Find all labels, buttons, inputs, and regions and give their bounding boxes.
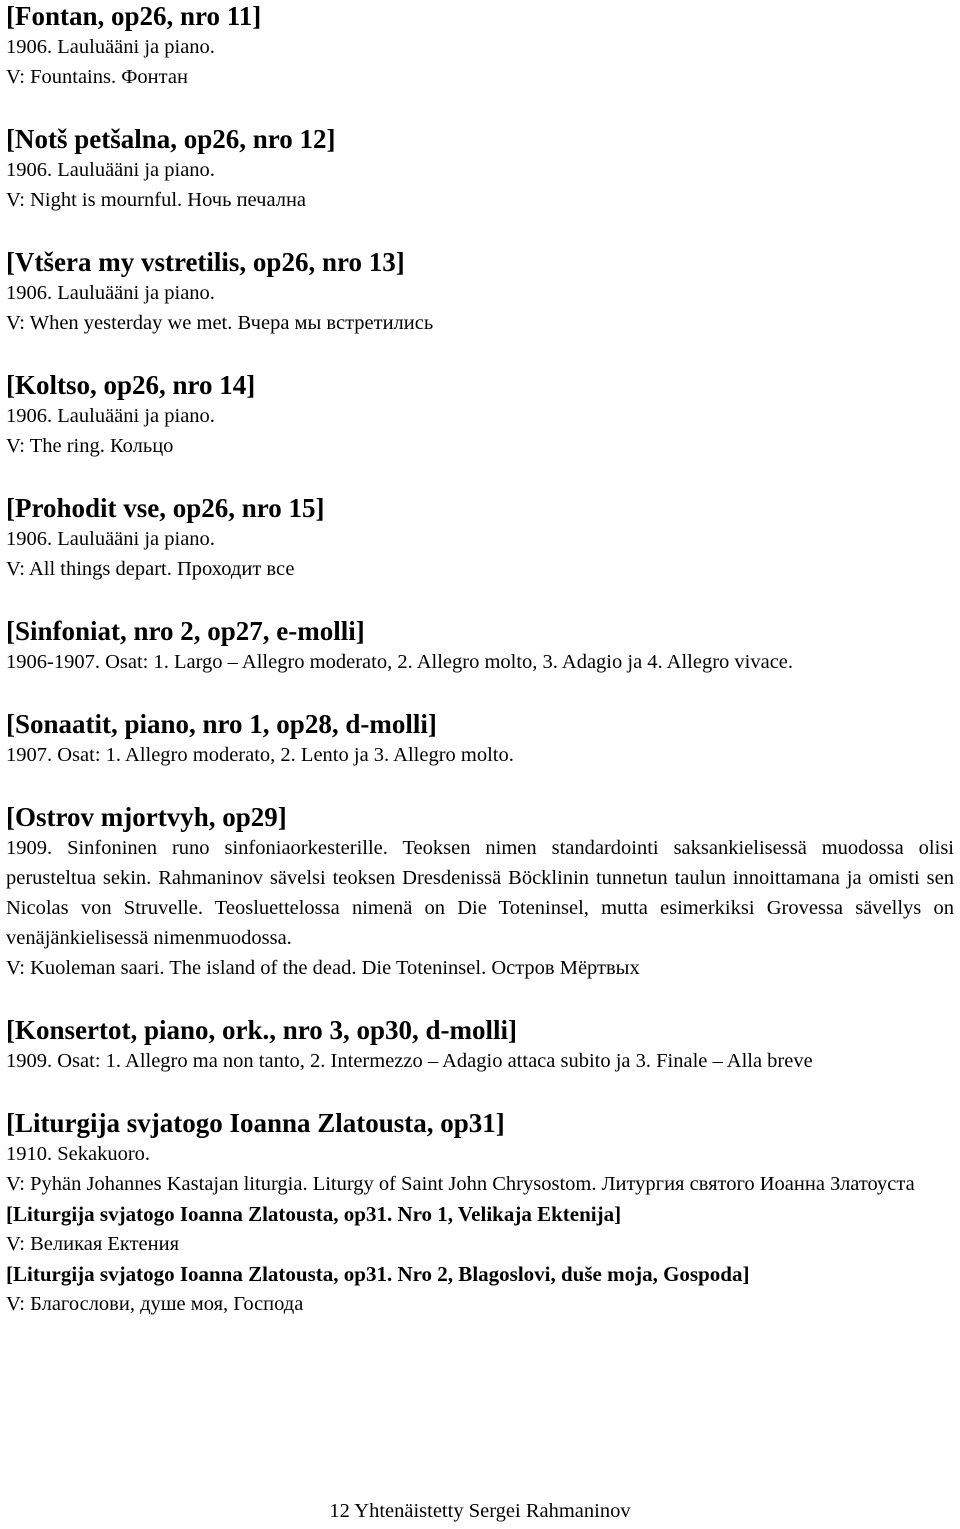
entry-paragraph: 1909. Sinfoninen runo sinfoniaorkesterille. Teoksen nimen standardointi saksankielisessä muodossa olisi perusteltua sekin. Rahmaninov sävelsi teoksen Dresdenissä Böcklinin tunnetun taulun innoittamana ja omisti sen Nicolas von Struvelle. Teosluettelossa nimenä on Die Toteninsel, mutta esimerkiksi Grovessa sävellys on venäjänkielisessä nimenmuodossa. xyxy=(6,837,954,949)
entry-vtsera-my-vstretilis xyxy=(6,246,954,338)
entry-title: [Vtšera my vstretilis, op26, nro 13] xyxy=(6,247,405,277)
sub-entry-line: V: Великая Ектения xyxy=(6,1233,180,1255)
entry-ostrov-mjortvyh xyxy=(6,801,954,983)
entry-line: 1906-1907. Osat: 1. Largo – Allegro moderato, 2. Allegro molto, 3. Adagio ja 4. Allegro vivace. xyxy=(6,651,794,673)
entry-line: 1906. Lauluääni ja piano. xyxy=(6,159,215,181)
entry-title: [Konsertot, piano, ork., nro 3, op30, d-molli] xyxy=(6,1015,518,1045)
entry-konsertot-piano-3 xyxy=(6,1014,954,1076)
document-body xyxy=(6,0,954,1319)
entry-koltso xyxy=(6,369,954,461)
entry-liturgija xyxy=(6,1107,954,1319)
sub-entry-title: [Liturgija svjatogo Ioanna Zlatousta, op31. Nro 1, Velikaja Ektenija] xyxy=(6,1202,622,1226)
entry-nots-petsalna xyxy=(6,123,954,215)
entry-line: 1906. Lauluääni ja piano. xyxy=(6,528,215,550)
entry-line: V: The ring. Кольцо xyxy=(6,435,174,457)
entry-line: 1907. Osat: 1. Allegro moderato, 2. Lento ja 3. Allegro molto. xyxy=(6,744,514,766)
entry-line: V: When yesterday we met. Вчера мы встретились xyxy=(6,312,434,334)
entry-line: V: Night is mournful. Ночь печална xyxy=(6,189,307,211)
sub-entry-line: V: Благослови, душе моя, Господа xyxy=(6,1293,304,1315)
entry-title: [Sonaatit, piano, nro 1, op28, d-molli] xyxy=(6,709,437,739)
entry-line: 1906. Lauluääni ja piano. xyxy=(6,282,215,304)
entry-sinfoniat-2 xyxy=(6,615,954,677)
page-footer: 12 Yhtenäistetty Sergei Rahmaninov xyxy=(329,1500,631,1522)
entry-title: [Prohodit vse, op26, nro 15] xyxy=(6,493,325,523)
entry-title: [Sinfoniat, nro 2, op27, e-molli] xyxy=(6,616,365,646)
entry-line: V: Fountains. Фонтан xyxy=(6,66,188,88)
entry-line: 1906. Lauluääni ja piano. xyxy=(6,36,215,58)
sub-entry-title: [Liturgija svjatogo Ioanna Zlatousta, op31. Nro 2, Blagoslovi, duše moja, Gospoda] xyxy=(6,1262,750,1286)
entry-title: [Liturgija svjatogo Ioanna Zlatousta, op31] xyxy=(6,1108,505,1138)
entry-title: [Notš petšalna, op26, nro 12] xyxy=(6,124,336,154)
entry-prohodit-vse xyxy=(6,492,954,584)
entry-line: 1910. Sekakuoro. xyxy=(6,1143,151,1165)
entry-title: [Koltso, op26, nro 14] xyxy=(6,370,256,400)
entry-fontan xyxy=(6,0,954,92)
entry-title: [Fontan, op26, nro 11] xyxy=(6,1,262,31)
entry-title: [Ostrov mjortvyh, op29] xyxy=(6,802,287,832)
entry-line: V: All things depart. Проходит все xyxy=(6,558,295,580)
entry-line: 1906. Lauluääni ja piano. xyxy=(6,405,215,427)
entry-line: 1909. Osat: 1. Allegro ma non tanto, 2. Intermezzo – Adagio attaca subito ja 3. Finale – Alla breve xyxy=(6,1050,813,1072)
entry-sonaatit-piano-1 xyxy=(6,708,954,770)
entry-line: V: Kuoleman saari. The island of the dead. Die Toteninsel. Остров Мёртвых xyxy=(6,957,640,979)
entry-line: V: Pyhän Johannes Kastajan liturgia. Liturgy of Saint John Chrysostom. Литургия святого Иоанна Златоуста xyxy=(6,1173,915,1195)
